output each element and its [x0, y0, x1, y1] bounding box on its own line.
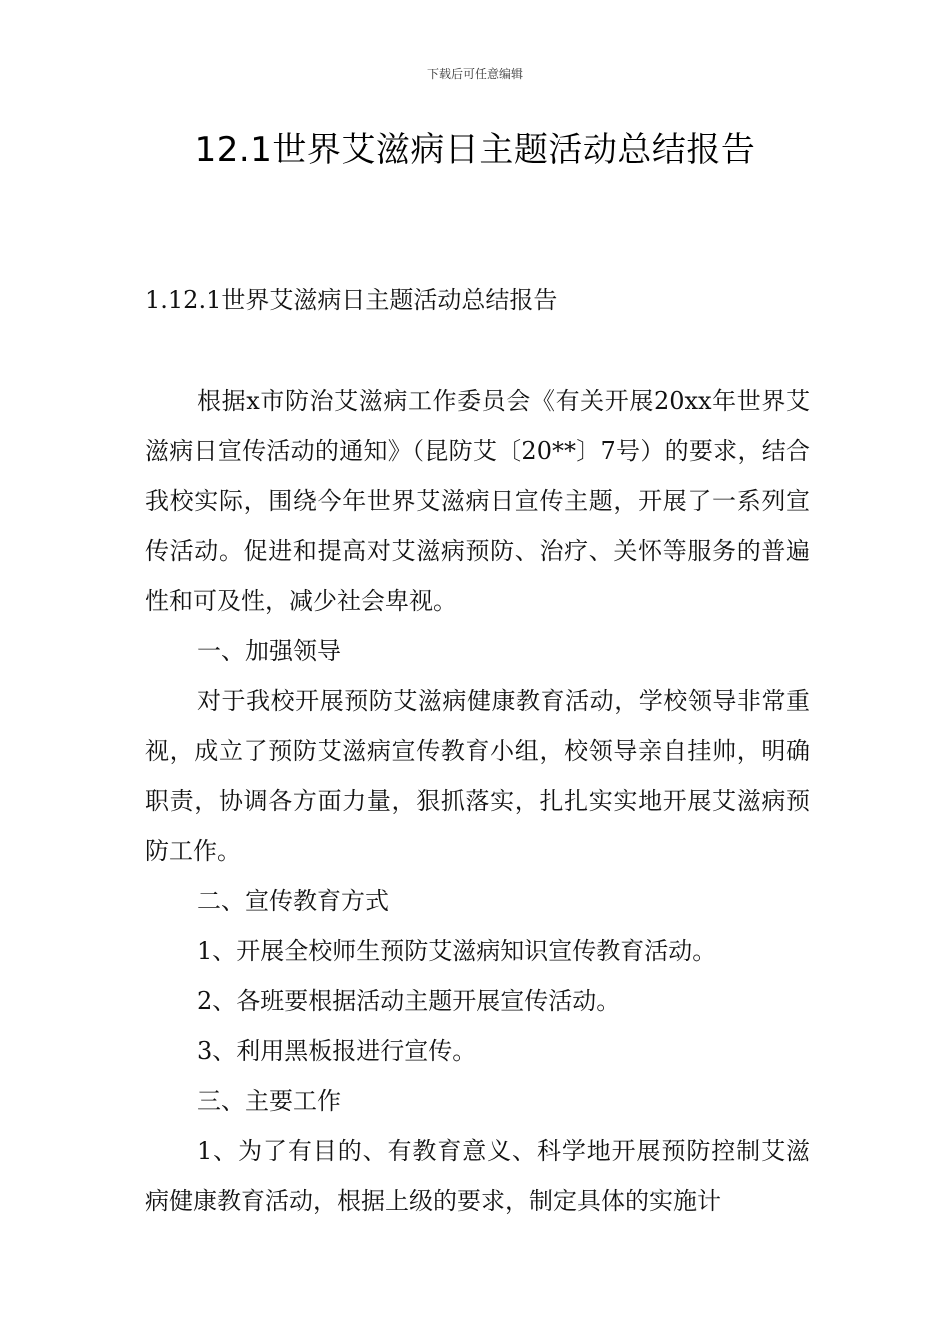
section-subtitle: 1.12.1世界艾滋病日主题活动总结报告: [145, 286, 558, 314]
section-heading-leadership: 一、加强领导: [197, 637, 341, 665]
paragraph-intro: 根据x市防治艾滋病工作委员会《有关开展20xx年世界艾滋病日宣传活动的通知》（昆防艾〔20**〕7号）的要求，结合我校实际，围绕今年世界艾滋病日宣传主题，开展了一系列宣传活动。促进和提高对艾滋病预防、治疗、关怀等服务的普遍性和可及性，减少社会卑视。: [145, 387, 810, 615]
section-heading-methods: 二、宣传教育方式: [197, 887, 389, 915]
paragraph-main-work-1: 1、为了有目的、有教育意义、科学地开展预防控制艾滋病健康教育活动，根据上级的要求，制定具体的实施计: [145, 1137, 810, 1215]
header-note: 下载后可任意编辑: [426, 67, 523, 81]
paragraph-leadership: 对于我校开展预防艾滋病健康教育活动，学校领导非常重视，成立了预防艾滋病宣传教育小组，校领导亲自挂帅，明确职责，协调各方面力量，狠抓落实，扎扎实实地开展艾滋病预防工作。: [145, 687, 810, 865]
document-body: [145, 376, 810, 1226]
section-heading-main-work: 三、主要工作: [197, 1087, 341, 1115]
list-item-method-2: 2、各班要根据活动主题开展宣传活动。: [197, 987, 621, 1015]
list-item-method-3: 3、利用黑板报进行宣传。: [197, 1037, 477, 1065]
list-item-method-1: 1、开展全校师生预防艾滋病知识宣传教育活动。: [197, 937, 717, 965]
document-title: 12.1世界艾滋病日主题活动总结报告: [194, 130, 756, 170]
